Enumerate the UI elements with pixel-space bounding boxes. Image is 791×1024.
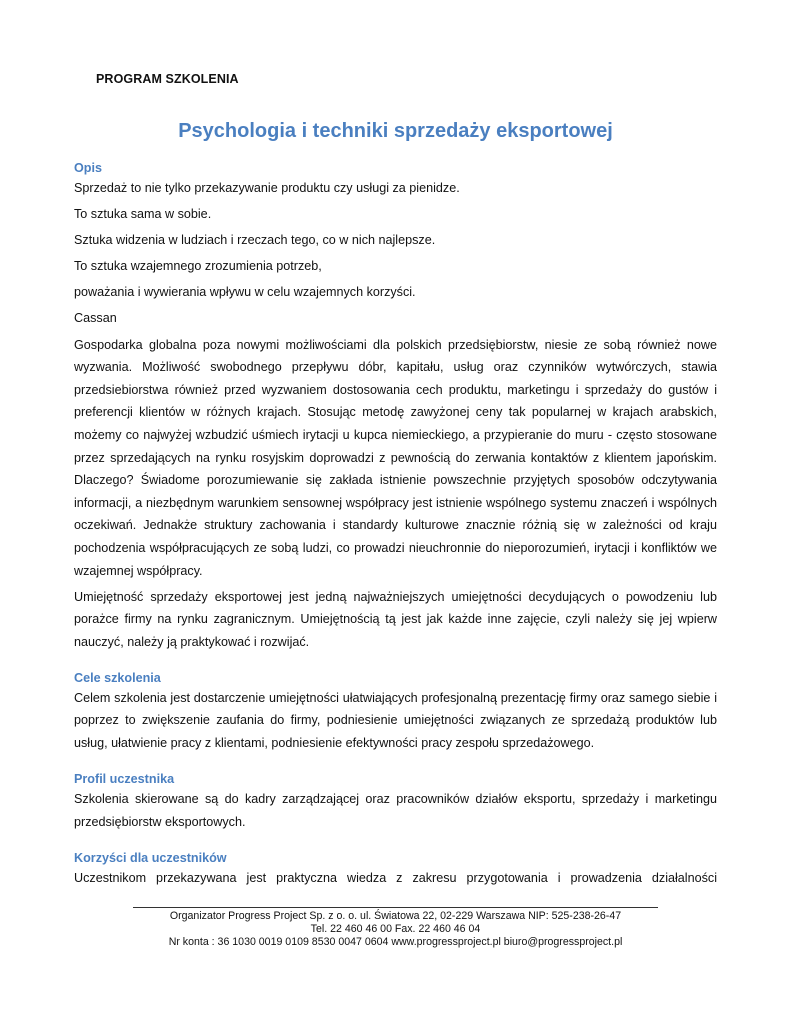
- quote-line: Sprzedaż to nie tylko przekazywanie produktu czy usługi za pienidze.: [74, 181, 460, 195]
- paragraph: Umiejętność sprzedaży eksportowej jest jedną najważniejszych umiejętności decydujących o powodzeniu lub porażce firmy na rynku zagranicznym. Umiejętnością tą jest jak każde inne zajęcie, czyli należy się jej wpierw nauczyć, należy ją praktykować i rozwijać.: [74, 589, 717, 649]
- program-label: PROGRAM SZKOLENIA: [96, 72, 239, 86]
- spacer: [74, 657, 717, 670]
- paragraph: Celem szkolenia jest dostarczenie umiejętności ułatwiających profesjonalną prezentację firmy oraz samego siebie i poprzez to zwiększenie zaufania do firmy, podniesienie umiejętności związanych ze sprzedażą produktów lub usług, ułatwienie pracy z klientami, podniesienie efektywności pracy zespołu sprzedażowego.: [74, 690, 717, 751]
- section-heading-opis: Opis: [74, 161, 102, 175]
- quote-line: Sztuka widzenia w ludziach i rzeczach tego, co w nich najlepsze.: [74, 233, 436, 248]
- section-heading-korzysci: Korzyści dla uczestników: [74, 850, 227, 865]
- document-title: Psychologia i techniki sprzedaży eksportowej: [178, 120, 613, 142]
- section-profil: [74, 771, 717, 833]
- quote-line: To sztuka wzajemnego zrozumienia potrzeb,: [74, 259, 322, 274]
- section-cele: [74, 670, 717, 755]
- paragraph: Szkolenia skierowane są do kadry zarządzającej oraz pracowników działów eksportu, sprzedaży i marketingu przedsiębiorstw eksportowych.: [74, 792, 717, 829]
- section-heading-cele: Cele szkolenia: [74, 670, 161, 685]
- quote-line: To sztuka sama w sobie.: [74, 207, 212, 222]
- footer-account-line: Nr konta : 36 1030 0019 0109 8530 0047 0604 www.progressproject.pl biuro@progressproject.pl: [168, 936, 623, 949]
- quote-line: poważania i wywierania wpływu w celu wzajemnych korzyści.: [74, 285, 416, 300]
- spacer: [74, 758, 717, 771]
- footer-phone-line: Tel. 22 460 46 00 Fax. 22 460 46 04: [310, 923, 481, 936]
- spacer: [74, 837, 717, 850]
- section-korzysci: [74, 850, 717, 890]
- quote-author: Cassan: [74, 311, 117, 326]
- paragraph: Uczestnikom przekazywana jest praktyczna wiedza z zakresu przygotowania i prowadzenia działalności: [74, 870, 717, 885]
- footer-organizer-line: Organizator Progress Project Sp. z o. o. ul. Światowa 22, 02-229 Warszawa NIP: 525-238-26-47: [169, 910, 622, 922]
- document-body: [74, 160, 717, 893]
- page-footer: [133, 907, 658, 950]
- section-heading-profil: Profil uczestnika: [74, 772, 175, 787]
- paragraph: Gospodarka globalna poza nowymi możliwościami dla polskich przedsiębiorstw, niesie ze sobą również nowe wyzwania. Możliwość swobodnego przepływu dóbr, kapitału, usług oraz czynników wytwórczych, stawia przedsiebiorstwa również przed wyzwaniem dostosowania cech produktu, marketingu i sprzedaży do gustów i preferencji klientów w różnych krajach. Stosując metodę zawyżonej ceny tak popularnej w krajach arabskich, możemy co najwyżej wzbudzić uśmiech irytacji u kupca niemieckiego, a przypieranie do muru - często stosowane przez sprzedających na rynku rosyjskim doprowadzi z pewnością do zerwania kontaktów z klientem japońskim. Dlaczego? Świadome porozumiewanie się zakłada istnienie powszechnie przyjętych sposobów odczytywania informacji, a niezbędnym warunkiem sensownej współpracy jest istnienie wspólnego systemu znaczeń i wspólnych oczekiwań. Jednakże struktury zachowania i standardy kulturowe znacznie różnią się w zależności od kraju pochodzenia współpracujących ze sobą ludzi, co prowadzi nieuchronnie do nieporozumień, irytacji i konfliktów we wzajemnej współpracy.: [74, 337, 717, 578]
- section-opis: [74, 160, 717, 653]
